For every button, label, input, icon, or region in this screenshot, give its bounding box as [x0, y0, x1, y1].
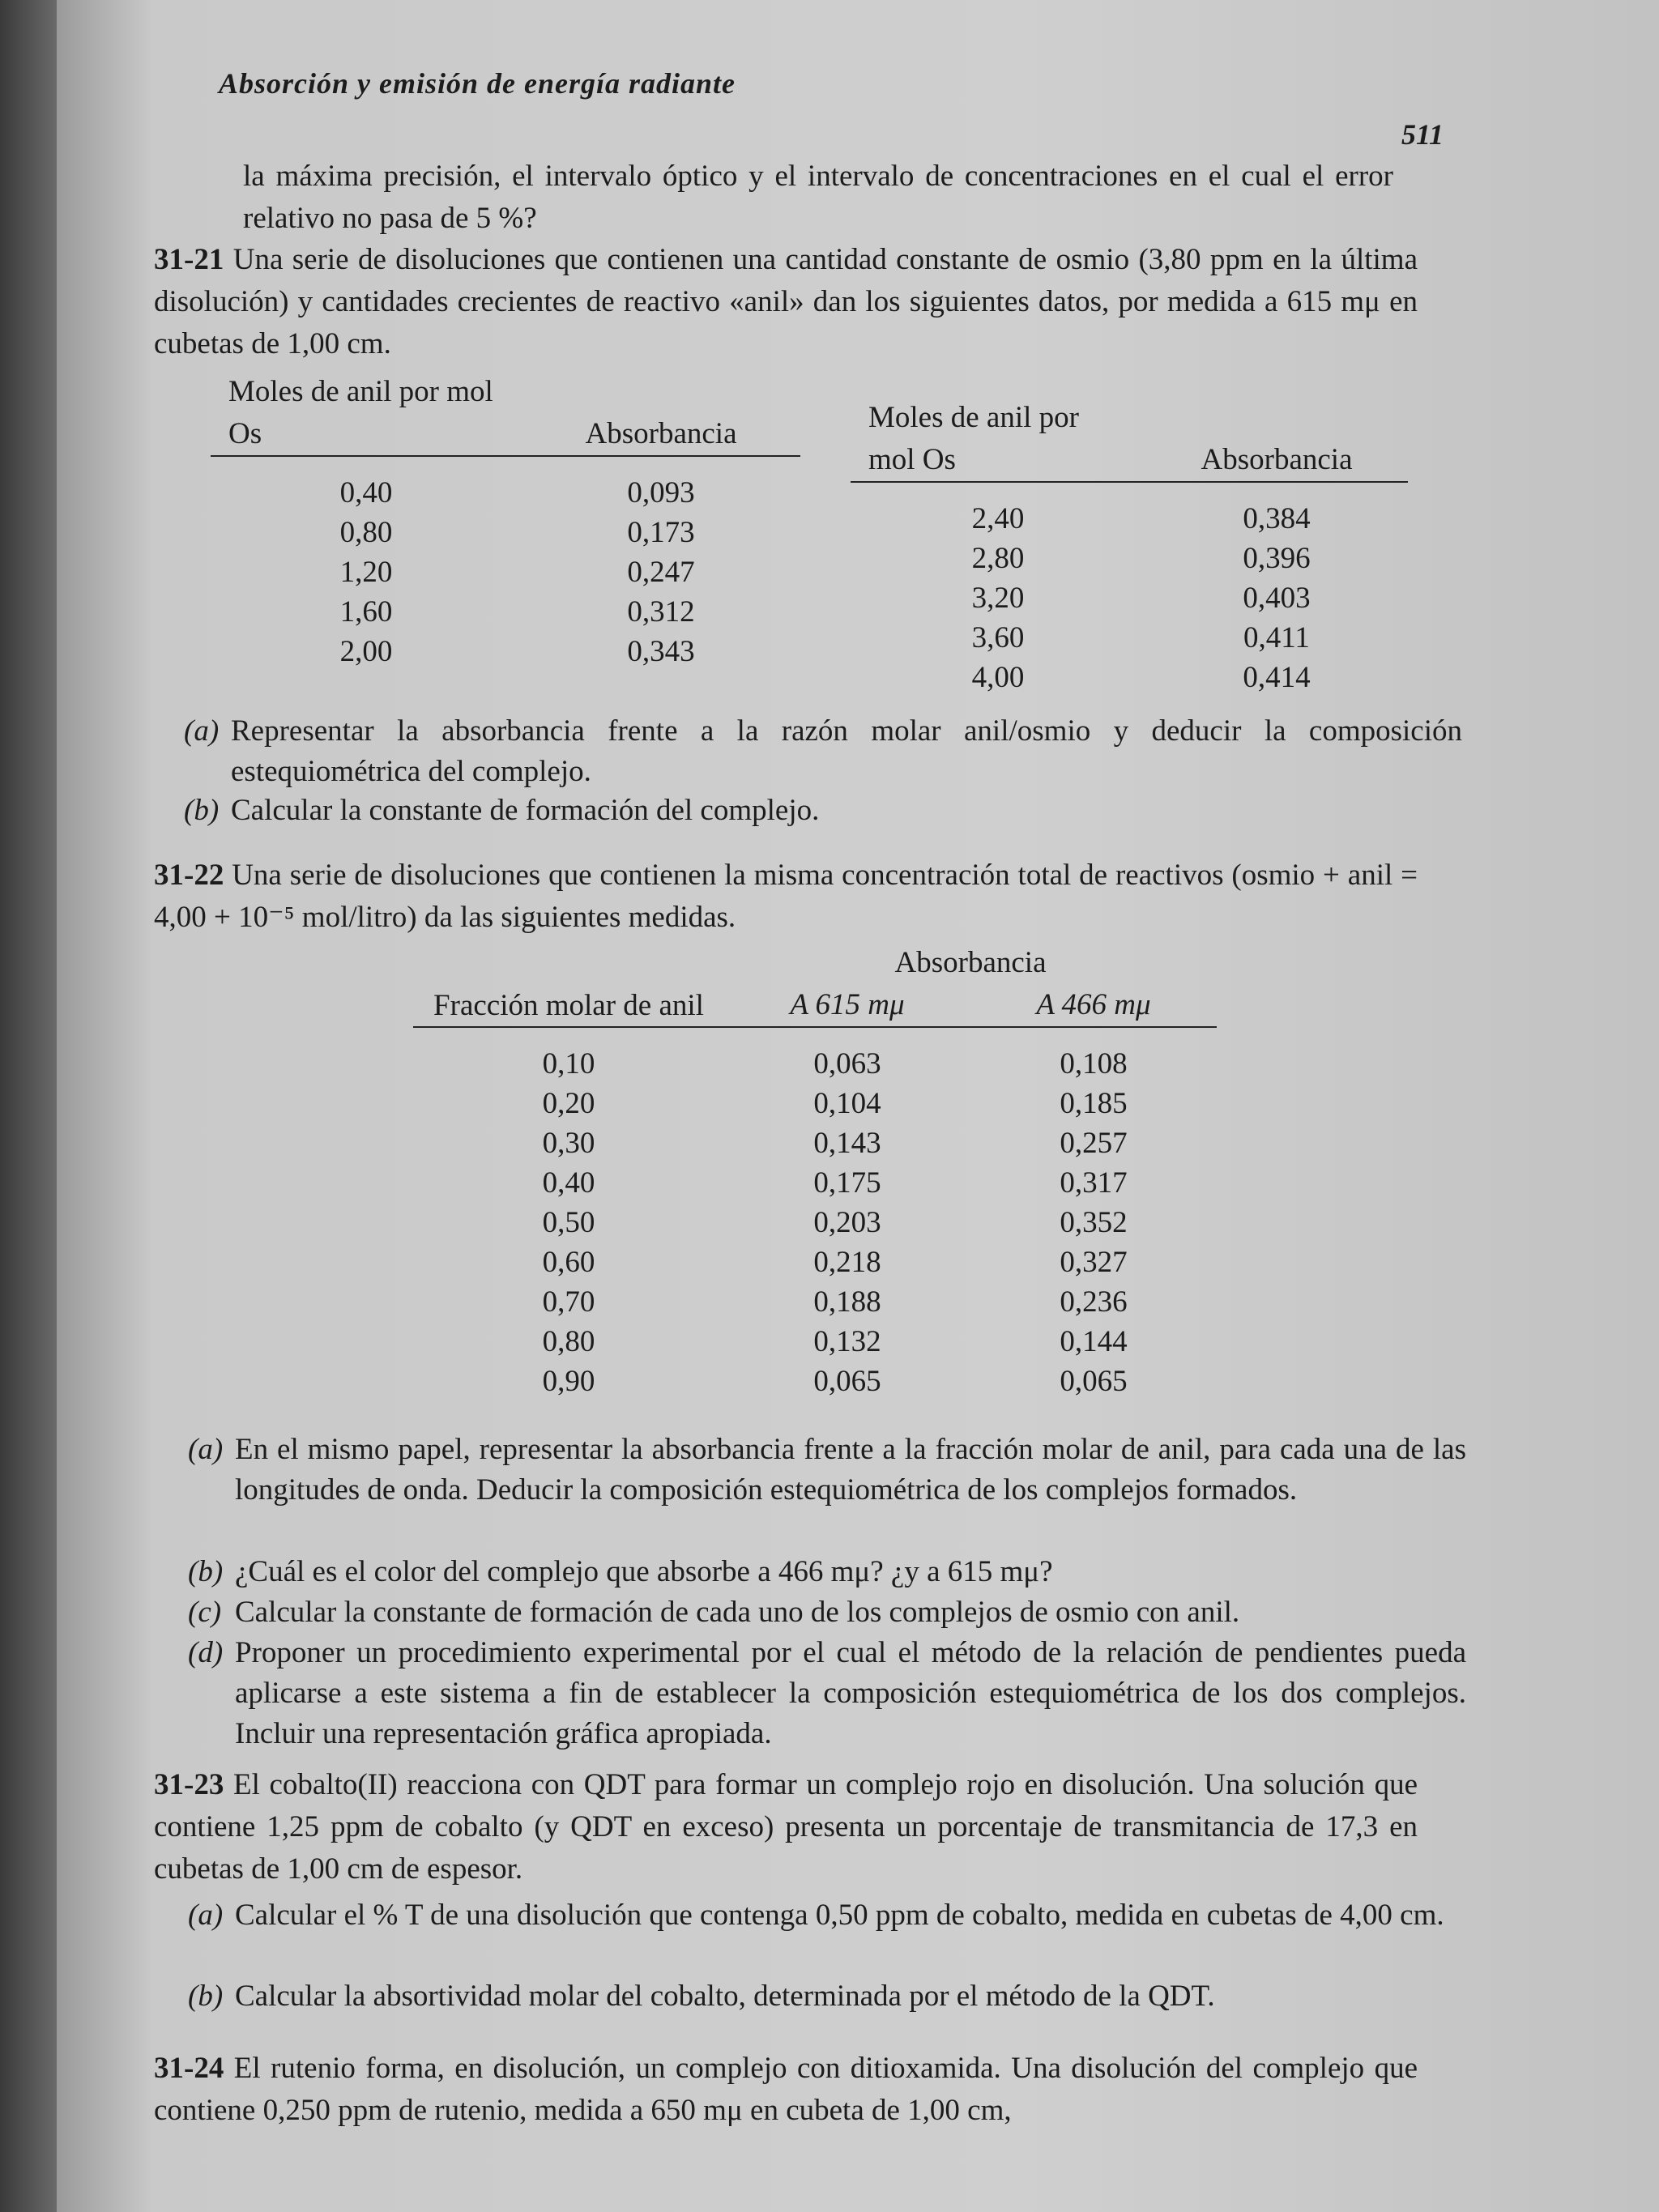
- table-row: [851, 499, 1408, 539]
- cell: 0,093: [627, 476, 695, 509]
- cell: 0,50: [542, 1206, 595, 1239]
- table-row: [851, 578, 1408, 618]
- item-31-22-b: [188, 1552, 1466, 1592]
- item-label: (b): [184, 794, 220, 827]
- cell: 0,063: [813, 1047, 881, 1080]
- cell: 0,80: [339, 516, 393, 549]
- cell: 0,40: [542, 1166, 595, 1200]
- book-gutter: [0, 0, 57, 2212]
- cell: 2,40: [971, 502, 1025, 535]
- cell: 0,414: [1243, 661, 1311, 694]
- cell: 0,173: [627, 516, 695, 549]
- table-row: [211, 513, 800, 552]
- table-31-22: [413, 942, 1217, 1401]
- cell: 1,20: [339, 556, 393, 589]
- item-text: Calcular la constante de formación de cada uno de los complejos de osmio con anil.: [235, 1596, 1240, 1629]
- cell: 0,343: [627, 635, 695, 668]
- cell: 0,327: [1060, 1246, 1128, 1279]
- page-number: 511: [1401, 118, 1444, 151]
- item-31-23-a: [188, 1895, 1466, 1936]
- table-row: [211, 632, 800, 671]
- cell: 2,00: [339, 635, 393, 668]
- cell: 0,40: [339, 476, 393, 509]
- item-text: Representar la absorbancia frente a la razón molar anil/osmio y deducir la composición estequiométrica del complejo.: [231, 714, 1462, 788]
- cell: 0,203: [813, 1206, 881, 1239]
- table-row: [413, 1242, 1217, 1282]
- cell: 0,257: [1060, 1127, 1128, 1160]
- cell: 0,352: [1060, 1206, 1128, 1239]
- item-text: Calcular la constante de formación del complejo.: [231, 794, 820, 827]
- cell: 2,80: [971, 542, 1025, 575]
- item-label: (a): [184, 714, 220, 748]
- header-466: A 466 mμ: [1036, 988, 1151, 1021]
- table-row: [413, 1322, 1217, 1362]
- cell: 0,312: [627, 595, 695, 629]
- item-label: (d): [188, 1636, 224, 1669]
- item-31-23-b: [188, 1976, 1466, 2017]
- item-31-22-a: [188, 1430, 1466, 1511]
- table-row: [413, 1163, 1217, 1203]
- item-label: (a): [188, 1899, 224, 1932]
- table-row: [851, 539, 1408, 578]
- table-31-21-left: [211, 371, 800, 671]
- problem-31-23: [154, 1764, 1418, 1890]
- cell: 0,218: [813, 1246, 881, 1279]
- item-text: Calcular el % T de una disolución que contenga 0,50 ppm de cobalto, medida en cubetas de 4,00 cm.: [235, 1899, 1444, 1932]
- table-row: [413, 1123, 1217, 1163]
- item-text: Calcular la absortividad molar del cobalto, determinada por el método de la QDT.: [235, 1980, 1215, 2013]
- cell: 0,247: [627, 556, 695, 589]
- header-moles: Moles de anil por mol Os: [868, 401, 1079, 476]
- item-text: ¿Cuál es el color del complejo que absorbe a 466 mμ? ¿y a 615 mμ?: [235, 1555, 1053, 1588]
- header-moles: Moles de anil por mol Os: [228, 375, 493, 450]
- problem-number: 31-23: [154, 1768, 224, 1801]
- cell: 0,411: [1243, 621, 1310, 654]
- cell: 0,144: [1060, 1325, 1128, 1358]
- table-row: [851, 618, 1408, 658]
- table-row: [211, 473, 800, 513]
- cell: 0,30: [542, 1127, 595, 1160]
- table-row: [413, 1084, 1217, 1123]
- cell: 0,80: [542, 1325, 595, 1358]
- cell: 0,236: [1060, 1285, 1128, 1319]
- item-31-22-d: [188, 1633, 1466, 1754]
- item-31-21-b: [184, 791, 1462, 831]
- item-label: (b): [188, 1555, 224, 1588]
- problem-31-22: [154, 855, 1418, 939]
- item-31-21-a: [184, 711, 1462, 792]
- cell: 0,396: [1243, 542, 1311, 575]
- cell: 0,188: [813, 1285, 881, 1319]
- intro-continuation: la máxima precisión, el intervalo óptico y el intervalo de concentraciones en el cual el error relativo no pasa de 5 %?: [243, 160, 1393, 235]
- table-row: [413, 1282, 1217, 1322]
- cell: 1,60: [339, 595, 393, 629]
- cell: 0,065: [813, 1365, 881, 1398]
- table-row: [413, 1203, 1217, 1242]
- cell: 0,065: [1060, 1365, 1128, 1398]
- problem-31-24: [154, 2048, 1418, 2132]
- item-31-22-c: [188, 1592, 1466, 1633]
- item-text: Proponer un procedimiento experimental por el cual el método de la relación de pendientes pueda aplicarse a este sistema a fin de establecer la composición estequiométrica de los dos complejos. Incluir una representación gráfica apropiada.: [235, 1636, 1466, 1750]
- table-row: [413, 1044, 1217, 1084]
- problem-number: 31-24: [154, 2052, 224, 2085]
- cell: 0,317: [1060, 1166, 1128, 1200]
- problem-text: Una serie de disoluciones que contienen una cantidad constante de osmio (3,80 ppm en la última disolución) y cantidades crecientes de reactivo «anil» dan los siguientes datos, por medida a 615 mμ en cubetas de 1,00 cm.: [154, 243, 1418, 360]
- problem-31-21: [154, 239, 1418, 365]
- item-label: (c): [188, 1596, 222, 1629]
- cell: 3,60: [971, 621, 1025, 654]
- book-page: [57, 0, 1659, 2212]
- cell: 0,104: [813, 1087, 881, 1120]
- table-row: [211, 592, 800, 632]
- cell: 0,10: [542, 1047, 595, 1080]
- cell: 0,132: [813, 1325, 881, 1358]
- header-absorbancia: Absorbancia: [1201, 443, 1353, 476]
- header-fraccion-molar: Fracción molar de anil: [413, 942, 724, 1027]
- cell: 0,403: [1243, 582, 1311, 615]
- item-label: (a): [188, 1433, 224, 1466]
- problem-number: 31-21: [154, 243, 224, 276]
- problem-number: 31-22: [154, 859, 224, 892]
- cell: 0,143: [813, 1127, 881, 1160]
- header-615: A 615 mμ: [790, 988, 905, 1021]
- running-head: Absorción y emisión de energía radiante: [219, 67, 736, 100]
- cell: 4,00: [971, 661, 1025, 694]
- cell: 0,384: [1243, 502, 1311, 535]
- problem-text: Una serie de disoluciones que contienen la misma concentración total de reactivos (osmio + anil = 4,00 + 10⁻⁵ mol/litro) da las siguientes medidas.: [154, 859, 1418, 934]
- cell: 0,175: [813, 1166, 881, 1200]
- cell: 3,20: [971, 582, 1025, 615]
- header-absorbancia: Absorbancia: [585, 417, 737, 450]
- cell: 0,185: [1060, 1087, 1128, 1120]
- cell: 0,90: [542, 1365, 595, 1398]
- table-31-21-right: [851, 397, 1408, 697]
- item-text: En el mismo papel, representar la absorbancia frente a la fracción molar de anil, para cada una de las longitudes de onda. Deducir la composición estequiométrica de los complejos formados.: [235, 1433, 1466, 1507]
- header-absorbancia: Absorbancia: [894, 946, 1047, 979]
- table-row: [413, 1362, 1217, 1401]
- item-label: (b): [188, 1980, 224, 2013]
- problem-text: El rutenio forma, en disolución, un complejo con ditioxamida. Una disolución del complejo que contiene 0,250 ppm de rutenio, medida a 650 mμ en cubeta de 1,00 cm,: [154, 2052, 1418, 2127]
- cell: 0,70: [542, 1285, 595, 1319]
- cell: 0,20: [542, 1087, 595, 1120]
- problem-text: El cobalto(II) reacciona con QDT para formar un complejo rojo en disolución. Una solución que contiene 1,25 ppm de cobalto (y QDT en exceso) presenta un porcentaje de transmitancia de 17,3 en cubetas de 1,00 cm de espesor.: [154, 1768, 1418, 1886]
- table-row: [851, 658, 1408, 697]
- cell: 0,60: [542, 1246, 595, 1279]
- table-row: [211, 552, 800, 592]
- cell: 0,108: [1060, 1047, 1128, 1080]
